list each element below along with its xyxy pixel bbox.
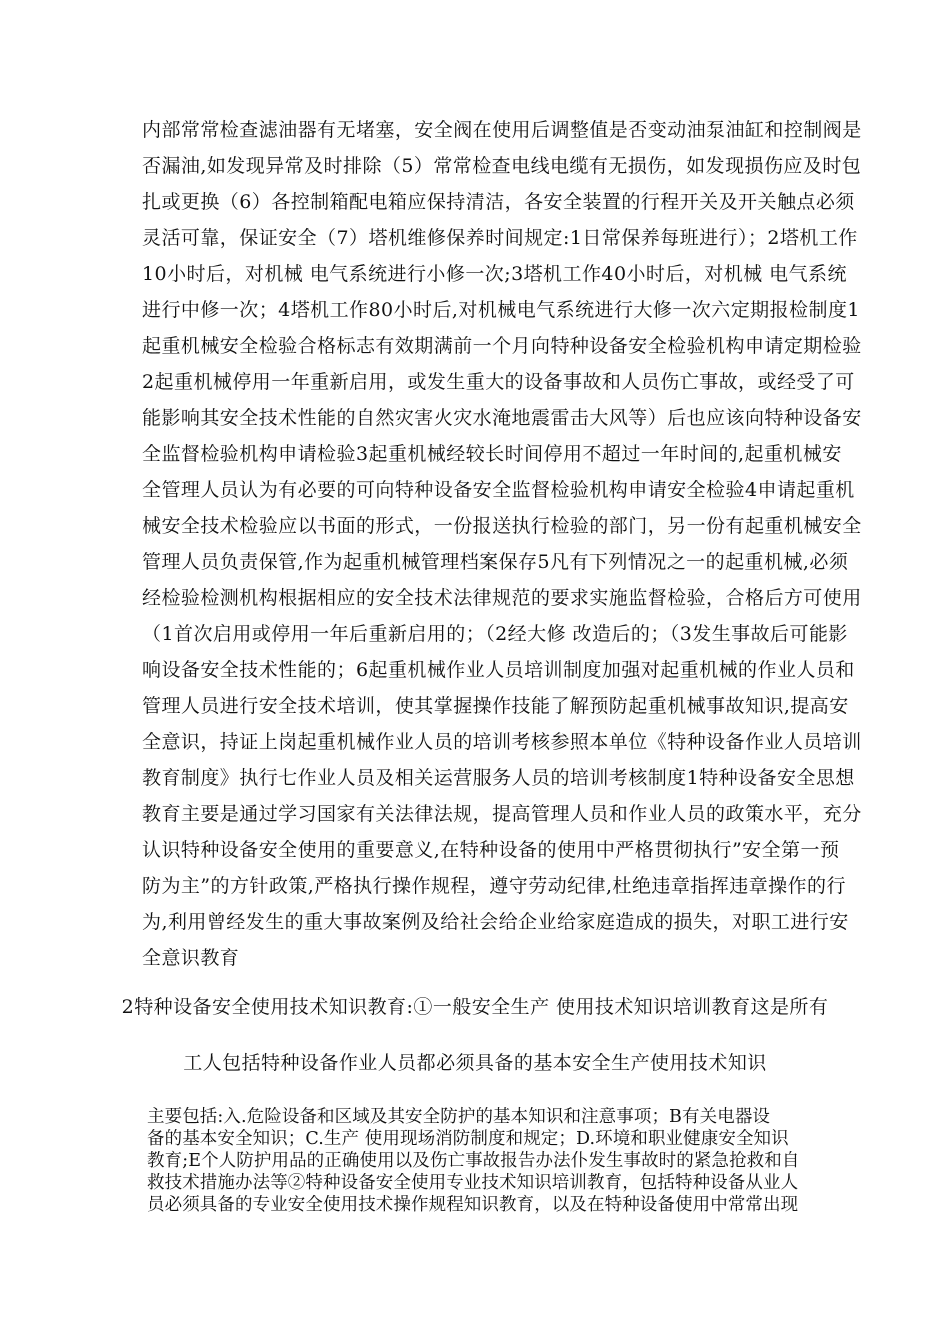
main-line-1: 内部常常检查滤油器有无堵塞，安全阀在使用后调整值是否变动油泵油缸和控制阀是 [142, 119, 862, 141]
main-line-24: 全意识教育 [142, 947, 240, 969]
main-line-4: 灵活可靠，保证安全（7）塔机维修保养时间规定:1日常保养每班进行）；2塔机工作 [142, 227, 858, 249]
main-line-2: 否漏油,如发现异常及时排除（5）常常检查电线电缆有无损伤，如发现损伤应及时包 [142, 155, 862, 177]
main-line-11: 全管理人员认为有必要的可向特种设备安全监督检验机构申请安全检验4申请起重机 [142, 479, 855, 501]
centered-line-2: 工人包括特种设备作业人员都必须具备的基本安全生产使用技术知识 [183, 1052, 767, 1074]
main-line-12: 械安全技术检验应以书面的形式，一份报送执行检验的部门，另一份有起重机械安全 [142, 515, 862, 537]
main-line-13: 管理人员负责保管,作为起重机械管理档案保存5凡有下列情况之一的起重机械,必须 [142, 551, 849, 573]
main-line-10: 全监督检验机构申请检验3起重机械经较长时间停用不超过一年时间的,起重机械安 [142, 443, 842, 465]
main-line-6: 进行中修一次；4塔机工作80小时后,对机械电气系统进行大修一次六定期报检制度1 [142, 299, 860, 321]
centered-line-1: 2特种设备安全使用技术知识教育:①一般安全生产 使用技术知识培训教育这是所有 [121, 996, 829, 1018]
dense-line-1: 主要包括:入.危险设备和区域及其安全防护的基本知识和注意事项；B有关电器设 [147, 1107, 771, 1127]
main-line-5: 10小时后，对机械 电气系统进行小修一次;3塔机工作40小时后，对机械 电气系统 [142, 263, 847, 285]
main-line-7: 起重机械安全检验合格标志有效期满前一个月向特种设备安全检验机构申请定期检验 [142, 335, 862, 357]
dense-line-5: 员必须具备的专业安全使用技术操作规程知识教育，以及在特种设备使用中常常出现 [147, 1195, 799, 1215]
main-line-23: 为,利用曾经发生的重大事故案例及给社会给企业给家庭造成的损失，对职工进行安 [142, 911, 849, 933]
main-line-18: 全意识，持证上岗起重机械作业人员的培训考核参照本单位《特种设备作业人员培训 [142, 731, 862, 753]
main-line-9: 能影响其安全技术性能的自然灾害火灾水淹地震雷击大风等）后也应该向特种设备安 [142, 407, 862, 429]
main-line-22: 防为主”的方针政策,严格执行操作规程，遵守劳动纪律,杜绝违章指挥违章操作的行 [142, 875, 846, 897]
main-line-15: （1首次启用或停用一年后重新启用的；（2经大修 改造后的；（3发生事故后可能影 [142, 623, 848, 645]
main-line-20: 教育主要是通过学习国家有关法律法规，提高管理人员和作业人员的政策水平，充分 [142, 803, 862, 825]
dense-line-2: 备的基本安全知识；C.生产 使用现场消防制度和规定；D.环境和职业健康安全知识 [147, 1129, 789, 1149]
main-line-14: 经检验检测机构根据相应的安全技术法律规范的要求实施监督检验，合格后方可使用 [142, 587, 862, 609]
main-line-21: 认识特种设备安全使用的重要意义,在特种设备的使用中严格贯彻执行”安全第一预 [142, 839, 840, 861]
dense-line-4: 救技术措施办法等②特种设备安全使用专业技术知识培训教育，包括特种设备从业人 [147, 1173, 799, 1193]
main-line-19: 教育制度》执行七作业人员及相关运营服务人员的培训考核制度1特种设备安全思想 [142, 767, 855, 789]
main-line-3: 扎或更换（6）各控制箱配电箱应保持清洁，各安全装置的行程开关及开关触点必须 [142, 191, 855, 213]
main-line-16: 响设备安全技术性能的；6起重机械作业人员培训制度加强对起重机械的作业人员和 [142, 659, 855, 681]
dense-line-3: 教育;E个人防护用品的正确使用以及伤亡事故报告办法仆发生事故时的紧急抢救和自 [147, 1151, 800, 1171]
main-line-17: 管理人员进行安全技术培训，使其掌握操作技能了解预防起重机械事故知识,提高安 [142, 695, 849, 717]
main-line-8: 2起重机械停用一年重新启用，或发生重大的设备事故和人员伤亡事故，或经受了可 [142, 371, 855, 393]
